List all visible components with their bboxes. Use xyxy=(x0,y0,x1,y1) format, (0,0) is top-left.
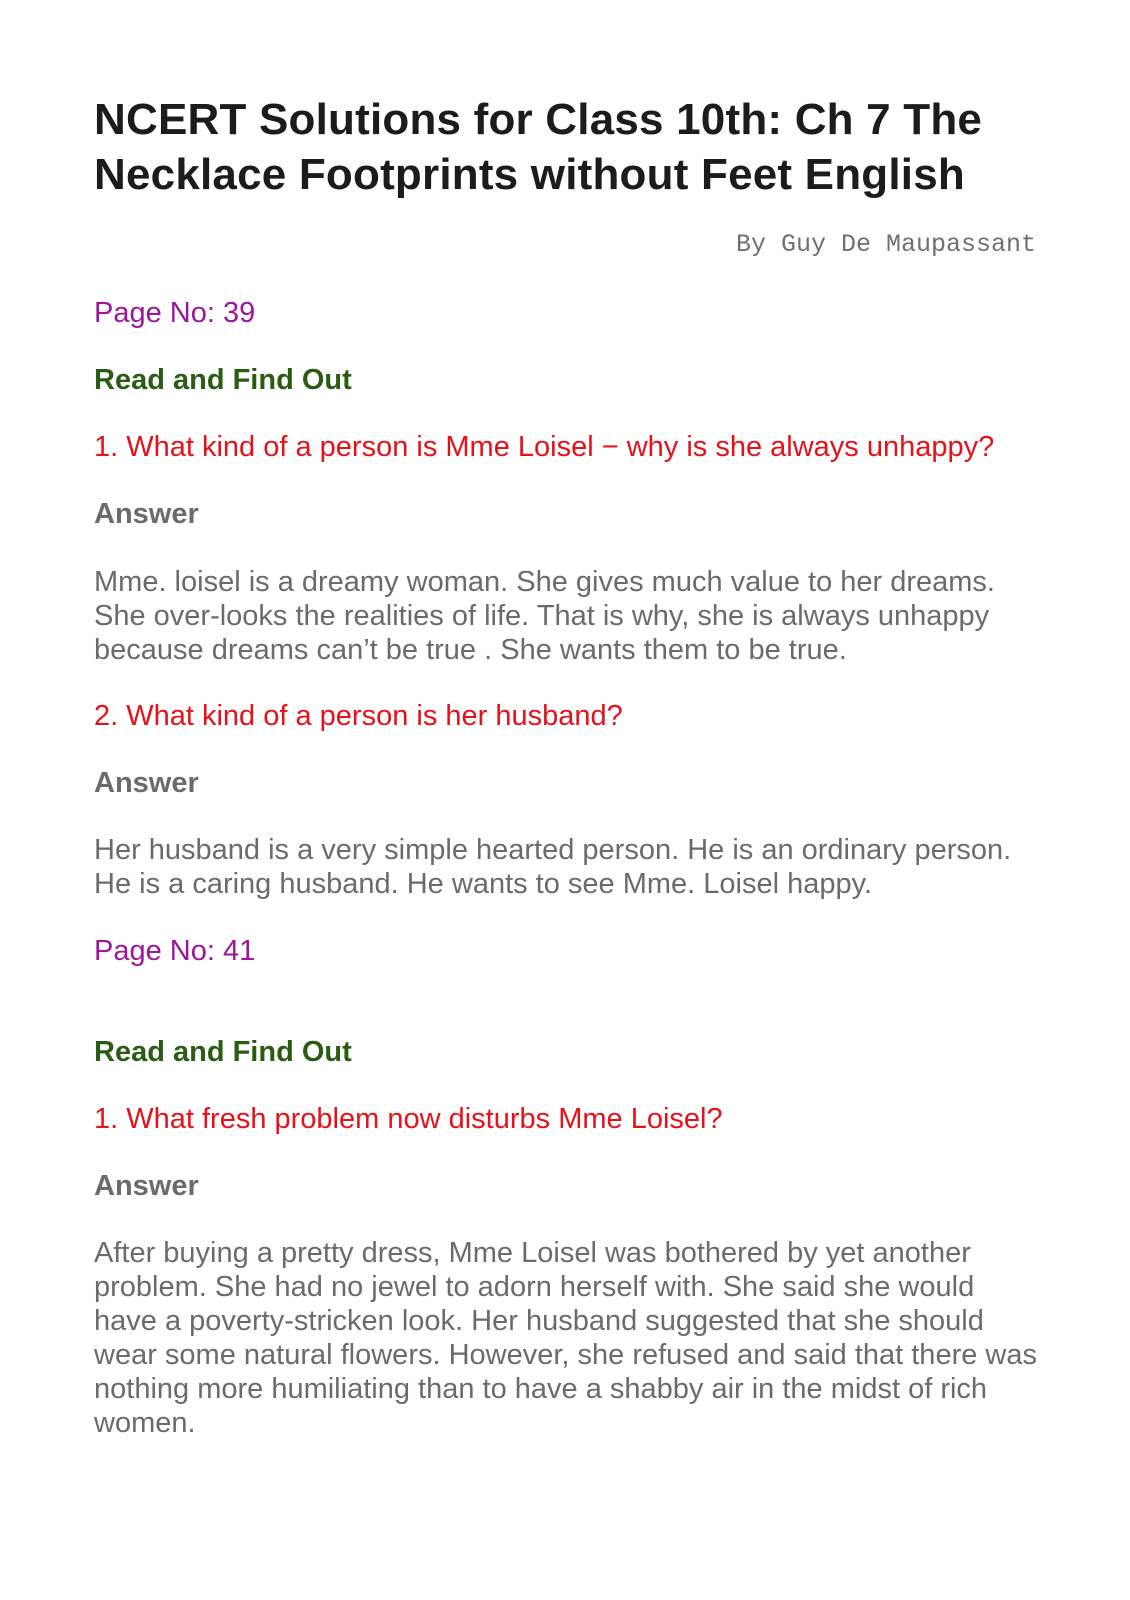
author-byline: By Guy De Maupassant xyxy=(735,230,1036,259)
section-heading: Read and Find Out xyxy=(94,1036,352,1068)
answer-label: Answer xyxy=(94,767,199,799)
question-text: 1. What kind of a person is Mme Loisel − why is she always unhappy? xyxy=(94,431,995,463)
question-text: 1. What fresh problem now disturbs Mme Loisel? xyxy=(94,1103,723,1135)
answer-label: Answer xyxy=(94,498,199,530)
page-number-label: Page No: 41 xyxy=(94,935,256,967)
page-title: NCERT Solutions for Class 10th: Ch 7 The Necklace Footprints without Feet English xyxy=(94,95,983,199)
answer-label: Answer xyxy=(94,1170,199,1202)
answer-text: Mme. loisel is a dreamy woman. She gives much value to her dreams. She over-looks the realities of life. That is why, she is always unhappy because dreams can’t be true . She wants them to be true. xyxy=(94,566,995,666)
page-number-label: Page No: 39 xyxy=(94,297,256,329)
question-text: 2. What kind of a person is her husband? xyxy=(94,700,623,732)
answer-text: Her husband is a very simple hearted person. He is an ordinary person. He is a caring husband. He wants to see Mme. Loisel happy. xyxy=(94,834,1012,900)
answer-text: After buying a pretty dress, Mme Loisel was bothered by yet another problem. She had no jewel to adorn herself with. She said she would have a poverty-stricken look. Her husband suggested that she should wear some natural flowers. However, she refused and said that there was nothing more humiliating than to have a shabby air in the midst of rich women. xyxy=(94,1237,1037,1439)
section-heading: Read and Find Out xyxy=(94,364,352,396)
